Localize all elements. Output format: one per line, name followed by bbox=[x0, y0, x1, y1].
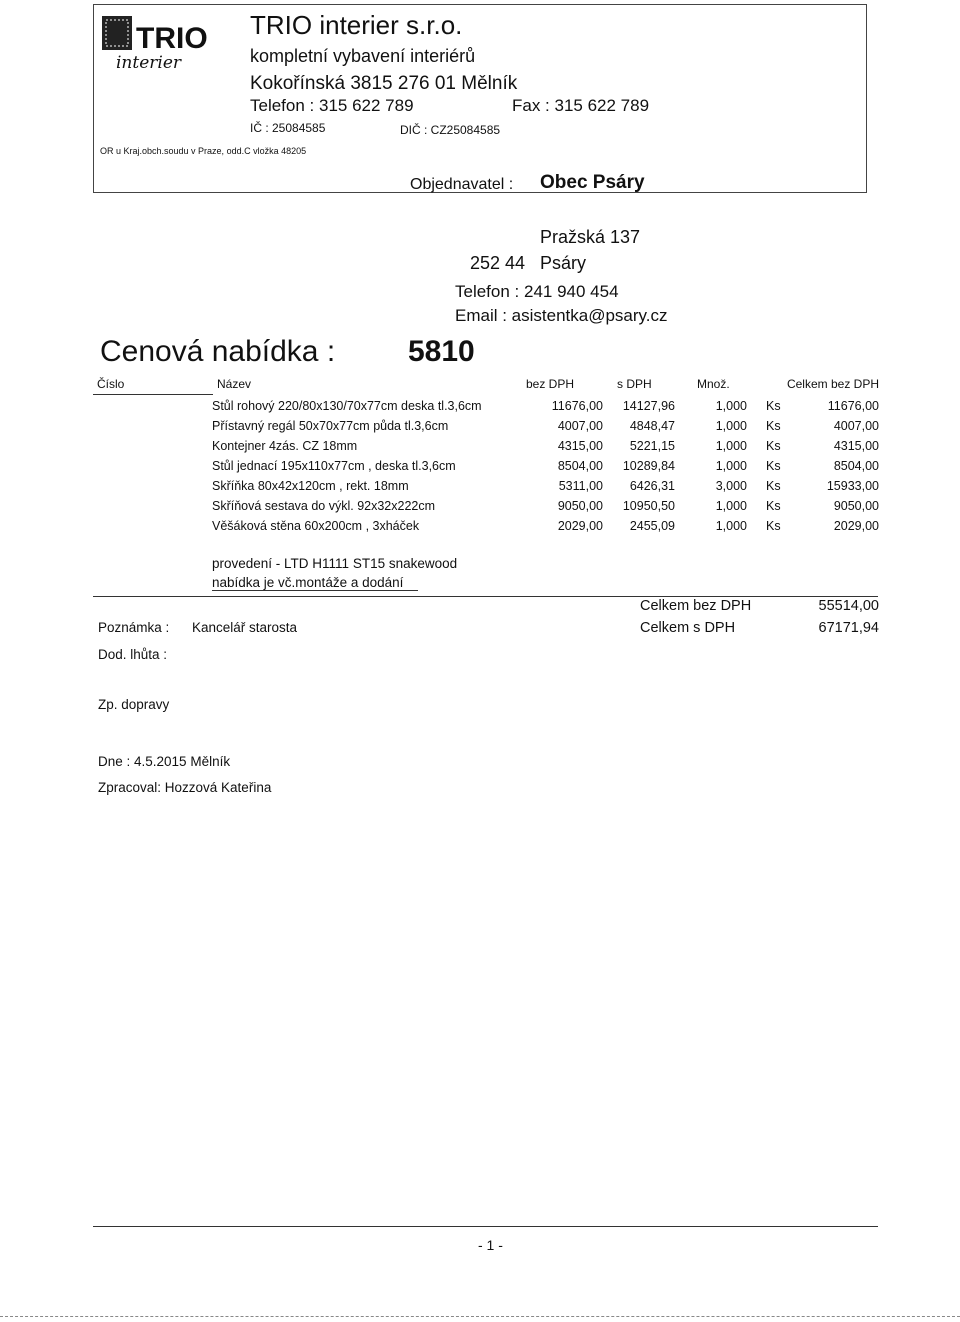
header-mnoz: Množ. bbox=[697, 377, 730, 391]
table-row bbox=[0, 419, 960, 439]
item-price-bez: 11676,00 bbox=[551, 399, 603, 413]
item-price-bez: 4315,00 bbox=[557, 439, 603, 453]
total-bez-value: 55514,00 bbox=[818, 598, 879, 614]
header-bez-dph: bez DPH bbox=[526, 377, 575, 391]
header-s-dph: s DPH bbox=[617, 377, 652, 391]
date-place: Dne : 4.5.2015 Mělník bbox=[98, 754, 231, 769]
bottom-scan-edge bbox=[0, 1316, 960, 1317]
company-dic: DIČ : CZ25084585 bbox=[400, 123, 501, 137]
item-name: Kontejner 4zás. CZ 18mm bbox=[212, 439, 358, 453]
company-phone: Telefon : 315 622 789 bbox=[250, 96, 414, 115]
item-qty: 1,000 bbox=[715, 399, 747, 413]
item-price-bez: 9050,00 bbox=[557, 499, 603, 513]
customer-phone: Telefon : 241 940 454 bbox=[455, 282, 619, 301]
total-s-label: Celkem s DPH bbox=[640, 620, 736, 636]
item-unit: Ks bbox=[766, 399, 781, 413]
item-unit: Ks bbox=[766, 459, 781, 473]
item-qty: 3,000 bbox=[715, 479, 747, 493]
item-total: 2029,00 bbox=[833, 519, 879, 533]
summary-rule bbox=[93, 596, 878, 597]
customer-email: Email : asistentka@psary.cz bbox=[455, 306, 668, 325]
item-unit: Ks bbox=[766, 479, 781, 493]
company-address: Kokořínská 3815 276 01 Mělník bbox=[250, 73, 518, 94]
company-registry: OR u Kraj.obch.soudu v Praze, odd.C vložka 48205 bbox=[100, 146, 307, 156]
dodaci-lhuta-label: Dod. lhůta : bbox=[98, 647, 168, 662]
item-price-s: 4848,47 bbox=[629, 419, 675, 433]
note-underline bbox=[212, 590, 418, 591]
customer-label: Objednavatel : bbox=[410, 176, 514, 193]
company-logo bbox=[100, 12, 240, 74]
customer-zip: 252 44 bbox=[470, 253, 526, 273]
item-qty: 1,000 bbox=[715, 499, 747, 513]
item-price-bez: 5311,00 bbox=[558, 479, 603, 493]
note-finish: provedení - LTD H1111 ST15 snakewood bbox=[212, 556, 458, 571]
logo-script: interier bbox=[116, 53, 182, 73]
customer-name: Obec Psáry bbox=[540, 172, 645, 193]
table-row bbox=[0, 459, 960, 479]
item-total: 8504,00 bbox=[833, 459, 879, 473]
prepared-by: Zpracoval: Hozzová Kateřina bbox=[98, 780, 272, 795]
header-celkem: Celkem bez DPH bbox=[786, 377, 879, 391]
item-name: Stůl jednací 195x110x77cm , deska tl.3,6cm bbox=[212, 459, 456, 473]
item-total: 4007,00 bbox=[833, 419, 879, 433]
header-rule bbox=[93, 394, 213, 395]
item-name: Stůl rohový 220/80x130/70x77cm deska tl.3,6cm bbox=[212, 399, 482, 413]
item-total: 9050,00 bbox=[833, 499, 879, 513]
item-price-s: 6426,31 bbox=[629, 479, 675, 493]
header-cislo: Číslo bbox=[97, 377, 125, 391]
item-name: Přístavný regál 50x70x77cm půda tl.3,6cm bbox=[212, 419, 449, 433]
item-qty: 1,000 bbox=[715, 439, 747, 453]
total-bez-label: Celkem bez DPH bbox=[640, 598, 752, 614]
poznamka-label: Poznámka : bbox=[98, 620, 170, 635]
item-price-s: 14127,96 bbox=[622, 399, 675, 413]
page-footer-rule bbox=[93, 1226, 878, 1227]
table-row bbox=[0, 399, 960, 419]
company-fax: Fax : 315 622 789 bbox=[512, 96, 650, 115]
company-name: TRIO interier s.r.o. bbox=[250, 10, 463, 40]
item-total: 4315,00 bbox=[833, 439, 879, 453]
logo-text: TRIO bbox=[136, 22, 208, 55]
item-name: Skříňová sestava do výkl. 92x32x222cm bbox=[212, 499, 436, 513]
item-qty: 1,000 bbox=[715, 459, 747, 473]
table-row bbox=[0, 479, 960, 499]
item-qty: 1,000 bbox=[715, 519, 747, 533]
item-total: 11676,00 bbox=[827, 399, 879, 413]
item-name: Skříňka 80x42x120cm , rekt. 18mm bbox=[212, 479, 409, 493]
item-price-bez: 8504,00 bbox=[557, 459, 603, 473]
table-row bbox=[0, 499, 960, 519]
poznamka-value: Kancelář starosta bbox=[192, 620, 298, 635]
table-row bbox=[0, 519, 960, 539]
item-qty: 1,000 bbox=[715, 419, 747, 433]
table-row bbox=[0, 439, 960, 459]
item-unit: Ks bbox=[766, 439, 781, 453]
company-tagline: kompletní vybavení interiérů bbox=[250, 46, 476, 66]
customer-street: Pražská 137 bbox=[540, 227, 641, 247]
total-s-value: 67171,94 bbox=[818, 620, 879, 636]
item-price-bez: 2029,00 bbox=[557, 519, 603, 533]
note-delivery: nabídka je vč.montáže a dodání bbox=[212, 575, 404, 590]
item-name: Věšáková stěna 60x200cm , 3xháček bbox=[212, 519, 420, 533]
item-unit: Ks bbox=[766, 419, 781, 433]
item-price-bez: 4007,00 bbox=[557, 419, 603, 433]
item-price-s: 5221,15 bbox=[629, 439, 675, 453]
header-nazev: Název bbox=[217, 377, 252, 391]
item-unit: Ks bbox=[766, 499, 781, 513]
page-number: - 1 - bbox=[478, 1237, 503, 1253]
item-price-s: 2455,09 bbox=[629, 519, 675, 533]
offer-number: 5810 bbox=[408, 335, 475, 368]
item-total: 15933,00 bbox=[826, 479, 879, 493]
offer-title: Cenová nabídka : bbox=[100, 335, 336, 368]
company-ic: IČ : 25084585 bbox=[250, 121, 326, 135]
item-price-s: 10289,84 bbox=[622, 459, 675, 473]
item-price-s: 10950,50 bbox=[622, 499, 675, 513]
item-unit: Ks bbox=[766, 519, 781, 533]
zpusob-dopravy-label: Zp. dopravy bbox=[98, 697, 170, 712]
customer-city: Psáry bbox=[540, 253, 587, 273]
